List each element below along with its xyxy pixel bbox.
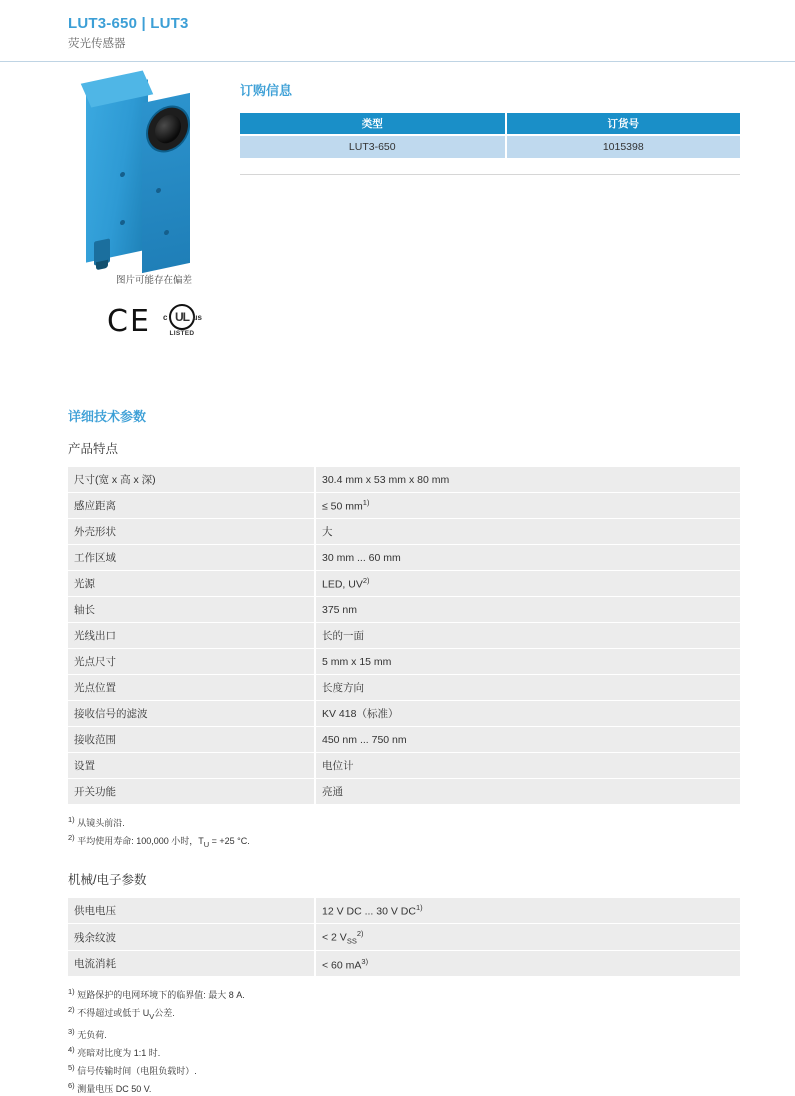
spec-value bbox=[315, 923, 740, 951]
footnote-text: 亮暗对比度为 1:1 时. bbox=[77, 1048, 161, 1059]
cell-type: LUT3-650 bbox=[240, 135, 506, 158]
mechanical-footnotes bbox=[68, 985, 740, 1096]
ul-circle-label: UL bbox=[169, 304, 195, 330]
column-header-type: 类型 bbox=[240, 113, 506, 135]
features-heading: 产品特点 bbox=[68, 442, 119, 456]
spec-value-text: 亮通 bbox=[322, 786, 343, 798]
top-section bbox=[0, 62, 795, 342]
ce-mark-icon: CE bbox=[107, 304, 151, 339]
ordering-info-column bbox=[240, 80, 795, 175]
spec-value bbox=[315, 623, 740, 649]
table-row bbox=[68, 898, 740, 924]
spec-value-subscript: SS bbox=[346, 936, 357, 946]
spec-key: 工作区域 bbox=[68, 545, 315, 571]
footnote-marker: 2) bbox=[356, 928, 364, 938]
spec-value-text: 长的一面 bbox=[322, 630, 364, 642]
table-row bbox=[68, 923, 740, 951]
footnote-text: 不得超过或低于 U bbox=[77, 1008, 150, 1019]
spec-value-text: 375 nm bbox=[322, 603, 358, 616]
footnote-marker: 2) bbox=[362, 576, 370, 586]
sensor-connector-tip bbox=[96, 260, 108, 271]
spec-value bbox=[315, 753, 740, 779]
spec-key: 接收信号的滤波 bbox=[68, 701, 315, 727]
spec-value bbox=[315, 545, 740, 571]
footnote-text: 平均使用寿命: 100,000 小时，T bbox=[77, 836, 204, 846]
table-row bbox=[68, 753, 740, 779]
table-row bbox=[68, 727, 740, 753]
spec-value bbox=[315, 571, 740, 597]
spec-value-text: 5 mm x 15 mm bbox=[322, 655, 392, 668]
spec-value-text: LED, UV bbox=[322, 578, 363, 591]
footnote-item bbox=[68, 1061, 740, 1078]
footnote-item bbox=[68, 1003, 740, 1024]
mechanical-heading: 机械/电子参数 bbox=[68, 872, 147, 887]
spec-value bbox=[315, 779, 740, 805]
image-disclaimer: 图片可能存在偏差 bbox=[115, 275, 192, 286]
footnote-item bbox=[68, 1079, 740, 1096]
footnote-marker: 6) bbox=[68, 1081, 75, 1091]
table-row bbox=[68, 597, 740, 623]
spec-value bbox=[315, 898, 740, 924]
footnote-text-tail: 公差. bbox=[154, 1008, 175, 1019]
spec-key: 轴长 bbox=[68, 597, 315, 623]
footnote-item bbox=[68, 985, 740, 1002]
features-footnotes bbox=[68, 813, 740, 852]
table-row bbox=[68, 519, 740, 545]
spec-key: 开关功能 bbox=[68, 779, 315, 805]
footnote-marker: 2) bbox=[68, 1005, 75, 1015]
spec-key: 光点位置 bbox=[68, 675, 315, 701]
spec-value bbox=[315, 519, 740, 545]
table-row bbox=[68, 951, 740, 977]
page-header bbox=[0, 0, 795, 62]
spec-value-text: KV 418（标准） bbox=[322, 708, 399, 720]
table-row bbox=[68, 545, 740, 571]
ul-prefix-label: c bbox=[162, 313, 168, 322]
ordering-divider bbox=[240, 174, 740, 175]
table-row bbox=[68, 701, 740, 727]
spec-value-text: 大 bbox=[322, 526, 333, 538]
detail-section bbox=[0, 406, 795, 1096]
spec-value-text: 450 nm ... 750 nm bbox=[322, 733, 407, 746]
spec-key: 光源 bbox=[68, 571, 315, 597]
spec-value bbox=[315, 467, 740, 493]
spec-value bbox=[315, 493, 740, 519]
cell-partnumber: 1015398 bbox=[506, 135, 740, 158]
table-row bbox=[68, 779, 740, 805]
spec-value-text: ≤ 50 mm bbox=[322, 500, 363, 513]
table-row bbox=[68, 675, 740, 701]
spec-value-text: 长度方向 bbox=[322, 682, 364, 694]
footnote-marker: 1) bbox=[415, 903, 423, 913]
footnote-marker: 2) bbox=[68, 833, 75, 842]
table-row bbox=[240, 135, 740, 158]
spec-value-text: 12 V DC ... 30 V DC bbox=[322, 905, 416, 918]
table-row bbox=[68, 623, 740, 649]
footnote-subscript: V bbox=[149, 1012, 155, 1022]
spec-key: 残余纹波 bbox=[68, 923, 315, 951]
spec-value bbox=[315, 597, 740, 623]
page-subtitle: 荧光传感器 bbox=[68, 38, 126, 50]
ul-listed-mark-icon bbox=[163, 304, 201, 340]
ordering-table bbox=[240, 113, 740, 158]
table-row bbox=[68, 493, 740, 519]
ul-suffix-label: us bbox=[192, 313, 202, 322]
footnote-marker: 3) bbox=[361, 956, 369, 966]
spec-key: 设置 bbox=[68, 753, 315, 779]
spec-key: 电流消耗 bbox=[68, 951, 315, 977]
certification-marks bbox=[68, 302, 240, 342]
footnote-text: 无负荷. bbox=[77, 1030, 107, 1041]
footnote-marker: 1) bbox=[68, 987, 75, 997]
spec-key: 光点尺寸 bbox=[68, 649, 315, 675]
footnote-marker: 3) bbox=[68, 1027, 75, 1037]
spec-key: 尺寸(宽 x 高 x 深) bbox=[68, 467, 315, 493]
footnote-marker: 4) bbox=[68, 1045, 75, 1055]
footnote-text: 测量电压 DC 50 V. bbox=[77, 1084, 152, 1095]
footnote-text: 信号传输时间（电阻负载时）. bbox=[77, 1066, 197, 1077]
spec-value-text: 电位计 bbox=[322, 760, 354, 772]
spec-key: 感应距离 bbox=[68, 493, 315, 519]
footnote-marker: 5) bbox=[68, 1063, 75, 1073]
footnote-item bbox=[68, 831, 740, 852]
footnote-item bbox=[68, 1025, 740, 1042]
table-header-row bbox=[240, 113, 740, 135]
column-header-partnumber: 订货号 bbox=[506, 113, 740, 135]
footnote-subscript: U bbox=[203, 839, 210, 849]
spec-value-text: < 2 V bbox=[322, 931, 347, 944]
detail-section-title: 详细技术参数 bbox=[68, 409, 147, 424]
spec-key: 外壳形状 bbox=[68, 519, 315, 545]
spec-value bbox=[315, 701, 740, 727]
product-photo bbox=[68, 80, 240, 270]
spec-key: 接收范围 bbox=[68, 727, 315, 753]
table-row bbox=[68, 467, 740, 493]
table-row bbox=[68, 571, 740, 597]
footnote-marker: 1) bbox=[68, 815, 75, 824]
product-image-column bbox=[0, 80, 240, 342]
spec-value bbox=[315, 675, 740, 701]
footnote-item bbox=[68, 1043, 740, 1060]
sensor-body-shape bbox=[86, 79, 148, 262]
table-row bbox=[68, 649, 740, 675]
spec-value-text: 30 mm ... 60 mm bbox=[322, 551, 401, 564]
spec-value bbox=[315, 649, 740, 675]
features-table bbox=[68, 467, 740, 805]
ordering-info-title: 订购信息 bbox=[240, 83, 293, 98]
footnote-text: 短路保护的电网环境下的临界值: 最大 8 A. bbox=[77, 990, 245, 1001]
spec-value bbox=[315, 727, 740, 753]
spec-value-text: < 60 mA bbox=[322, 959, 362, 972]
mechanical-table bbox=[68, 898, 740, 978]
ul-listed-label: LISTED bbox=[169, 330, 195, 337]
spec-value-text: 30.4 mm x 53 mm x 80 mm bbox=[322, 473, 450, 486]
spec-value bbox=[315, 951, 740, 977]
footnote-marker: 1) bbox=[362, 498, 370, 508]
page-title: LUT3-650 | LUT3 bbox=[68, 15, 189, 32]
footnote-text-tail: = +25 °C. bbox=[209, 836, 250, 846]
footnote-text: 从镜头前沿. bbox=[77, 818, 125, 828]
spec-key: 供电电压 bbox=[68, 898, 315, 924]
footnote-item bbox=[68, 813, 740, 830]
spec-key: 光线出口 bbox=[68, 623, 315, 649]
